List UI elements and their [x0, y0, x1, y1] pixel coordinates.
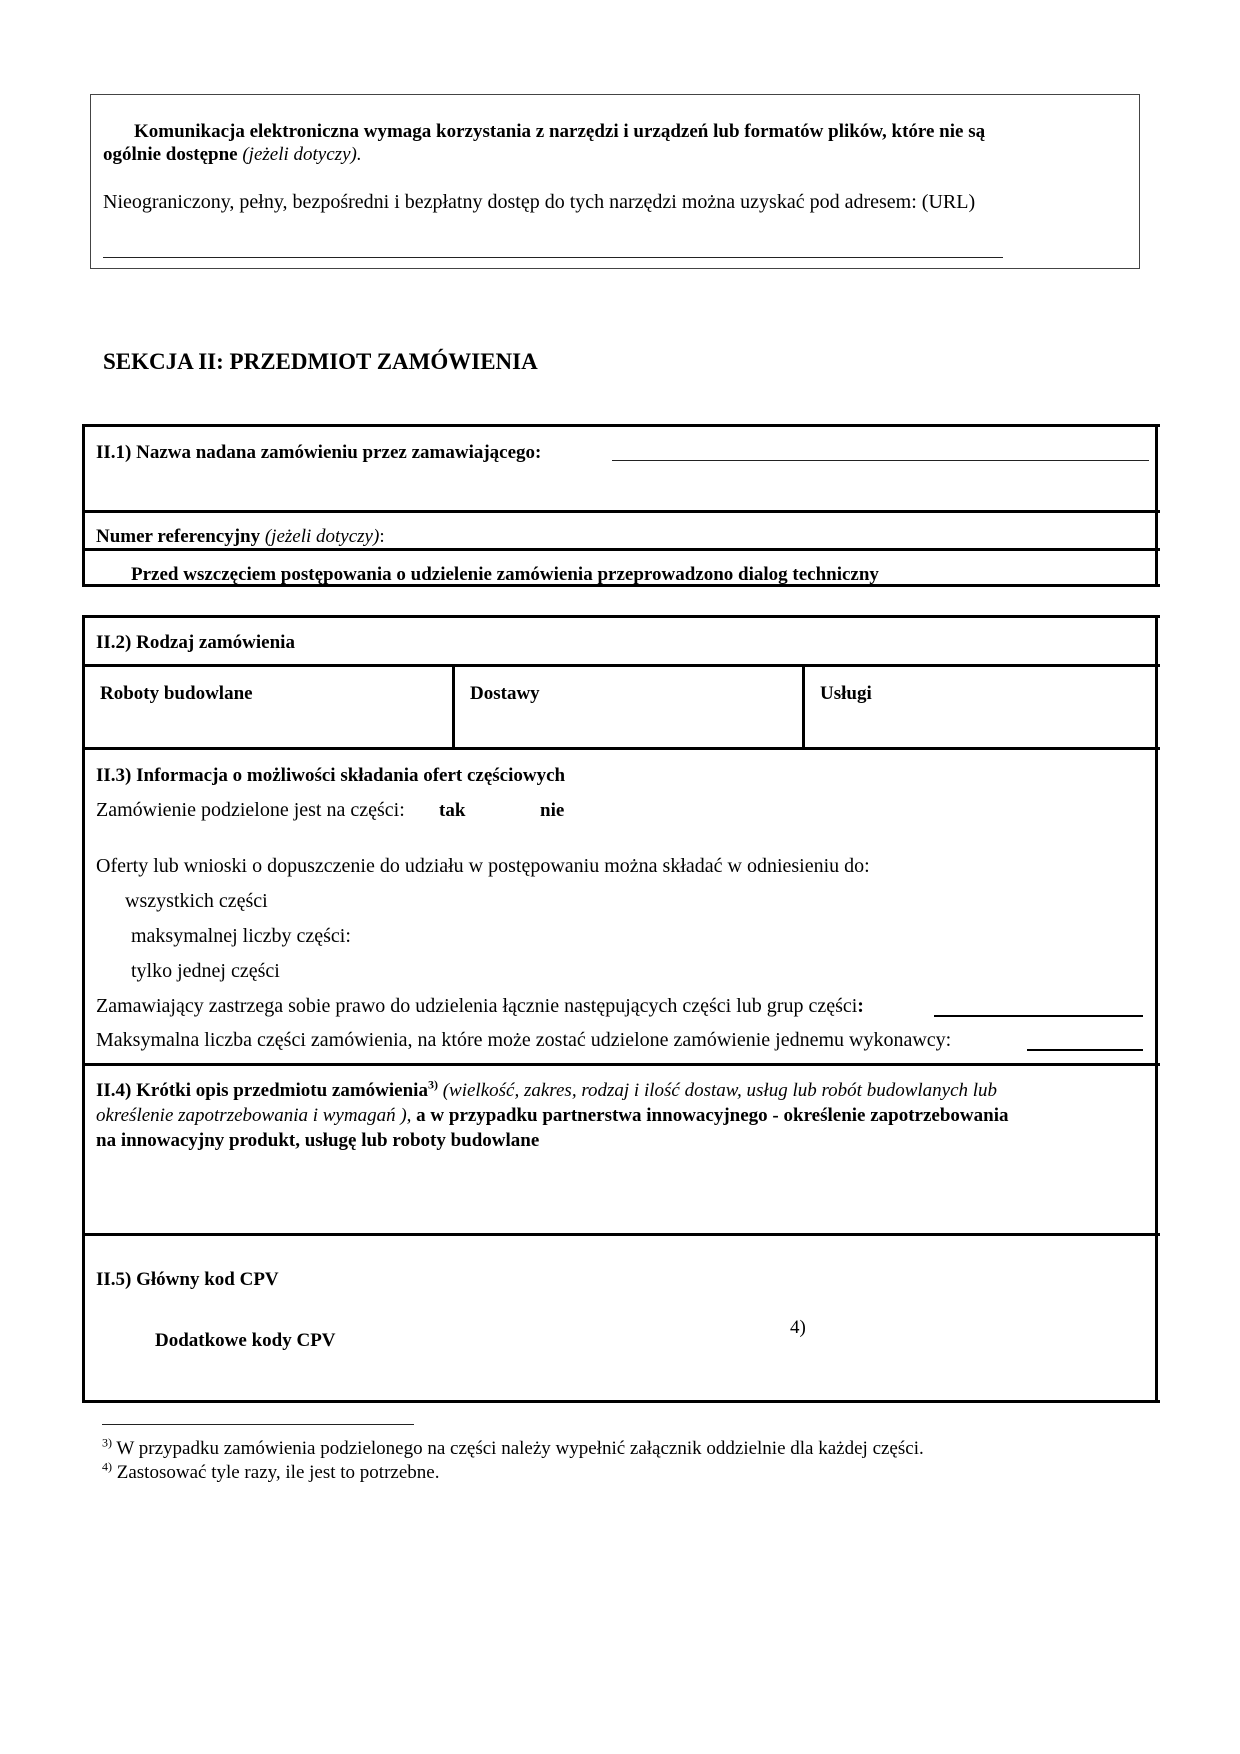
offers-text: Oferty lub wnioski o dopuszczenie do udziału w postępowaniu można składać w odniesieniu do: — [96, 855, 870, 877]
reserve-text: Zamawiający zastrzega sobie prawo do udzielenia łącznie następujących części lub grup części: — [96, 995, 864, 1017]
s22-col-divider2 — [802, 664, 805, 749]
block1-top-border — [82, 424, 1160, 427]
communication-line1: Komunikacja elektroniczna wymaga korzystania z narzędzi i urządzeń lub formatów plików, które nie są — [134, 121, 986, 142]
option-one-part[interactable]: tylko jednej części — [131, 960, 280, 982]
option-no[interactable]: nie — [540, 800, 565, 821]
reference-number-label: Numer referencyjny (jeżeli dotyczy): — [96, 526, 385, 547]
s24-line3: na innowacyjny produkt, usługę lub roboty budowlane — [96, 1130, 540, 1151]
footnote-3: $^{3)}$ W przypadku zamówienia podzielonego na części należy wypełnić załącznik oddzielnie dla każdej części. — [102, 1435, 924, 1459]
divided-into-parts-text: Zamówienie podzielone jest na części: — [96, 799, 405, 821]
order-name-field[interactable] — [612, 460, 1149, 461]
s24-line1: II.4) Krótki opis przedmiotu zamówienia$^{3)}$ (wielkość, zakres, rodzaj i ilość dostaw, usług lub robót budowlanych lub — [96, 1077, 998, 1101]
s22-divider — [82, 664, 1160, 667]
option-services[interactable]: Usługi — [820, 683, 872, 704]
s22-bottom-divider — [82, 747, 1160, 750]
communication-url-text: Nieograniczony, pełny, bezpośredni i bezpłatny dostęp do tych narzędzi można uzyskać pod adresem: (URL) — [103, 191, 976, 213]
footnote-4: $^{4)}$ Zastosować tyle razy, ile jest to potrzebne. — [102, 1459, 440, 1483]
s21-label: II.1) Nazwa nadana zamówieniu przez zamawiającego: — [96, 442, 542, 463]
section-title: SEKCJA II: PRZEDMIOT ZAMÓWIENIA — [103, 349, 538, 374]
block2-right-border — [1155, 615, 1158, 1403]
s22-label: II.2) Rodzaj zamówienia — [96, 632, 295, 653]
url-field[interactable] — [103, 257, 1003, 258]
option-construction-works[interactable]: Roboty budowlane — [100, 683, 253, 704]
s25-label: II.5) Główny kod CPV — [96, 1269, 279, 1290]
s24-bottom-divider — [82, 1233, 1160, 1236]
s23-label: II.3) Informacja o możliwości składania ofert częściowych — [96, 765, 566, 786]
option-all-parts[interactable]: wszystkich części — [125, 890, 268, 912]
block1-divider1 — [82, 510, 1160, 513]
technical-dialog-text: Przed wszczęciem postępowania o udzielenie zamówienia przeprowadzono dialog techniczny — [131, 564, 879, 585]
footnote-separator — [102, 1424, 414, 1425]
max-count-text: Maksymalna liczba części zamówienia, na które może zostać udzielone zamówienie jednemu wykonawcy: — [96, 1029, 952, 1051]
reserve-field[interactable] — [934, 1015, 1143, 1017]
footnote-ref-4: 4) — [790, 1317, 806, 1338]
option-supplies[interactable]: Dostawy — [470, 683, 540, 704]
additional-cpv-label: Dodatkowe kody CPV — [155, 1330, 336, 1351]
option-yes[interactable]: tak — [439, 800, 466, 821]
block2-left-border — [82, 615, 85, 1403]
block2-bottom-border — [82, 1400, 1160, 1403]
option-max-parts[interactable]: maksymalnej liczby części: — [131, 925, 351, 947]
s23-bottom-divider — [82, 1063, 1160, 1066]
s22-col-divider1 — [452, 664, 455, 749]
max-count-field[interactable] — [1027, 1049, 1143, 1051]
block2-top-border — [82, 615, 1160, 618]
communication-line2: ogólnie dostępne (jeżeli dotyczy). — [103, 144, 362, 165]
block1-right-border — [1155, 424, 1158, 587]
block1-left-border — [82, 424, 85, 587]
s24-line2: określenie zapotrzebowania i wymagań ), a w przypadku partnerstwa innowacyjnego - określenie zapotrzebowania — [96, 1105, 1009, 1126]
